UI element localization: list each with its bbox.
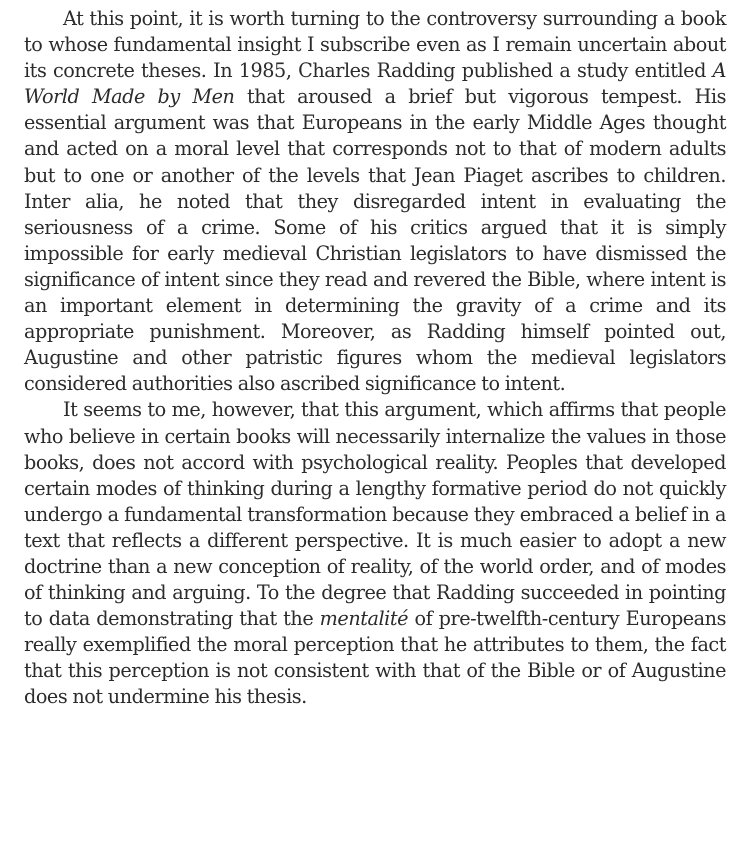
mentalite-italic: mentalité (319, 607, 409, 631)
paragraph-text: that aroused a brief but vigorous tempest. His essential argument was that Europeans in the early Middle Ages thought and acted on a moral level that corresponds not to that of modern adults but to one or another of the levels that Jean Piaget ascribes to children. Inter alia, he noted that they disregarded intent in evaluating the seriousness of a crime. Some of his critics argued that it is simply impossible for early medieval Christian legislators to have dismissed the significance of intent since they read and revered the Bible, where intent is an important element in determining the gravity of a crime and its appropriate punishment. Moreover, as Radding himself pointed out, Augustine and other patristic figures whom the medieval legislators considered authorities also ascribed significance to intent. (24, 85, 727, 396)
paragraph-text: of pre-twelfth-century Europeans really exemplified the moral perception that he attributes to them, the fact that this perception is not consistent with that of the Bible or of Augustine does not undermine his thesis. (24, 607, 726, 709)
book-title-italic: A World Made by Men (24, 59, 726, 109)
paragraph-text: It seems to me, however, that this argument, which affirms that people who believe in certain books will necessarily internalize the values in those books, does not accord with psychological reality. Peoples that developed certain modes of thinking during a lengthy formative period do not quickly undergo a fundamental transformation because they embraced a belief in a text that reflects a different perspective. It is much easier to adopt a new doctrine than a new conception of reality, of the world order, and of modes of thinking and arguing. To the degree that Radding succeeded in pointing to data demonstrating that the (24, 398, 726, 631)
paragraph-text: At this point, it is worth turning to the controversy surrounding a book to whose fundamental insight I subscribe even as I remain uncertain about its concrete theses. In 1985, Charles Radding published a study entitled (24, 7, 726, 83)
paragraph-radding-controversy (24, 6, 726, 397)
paragraph-psychological-reality (24, 397, 726, 710)
